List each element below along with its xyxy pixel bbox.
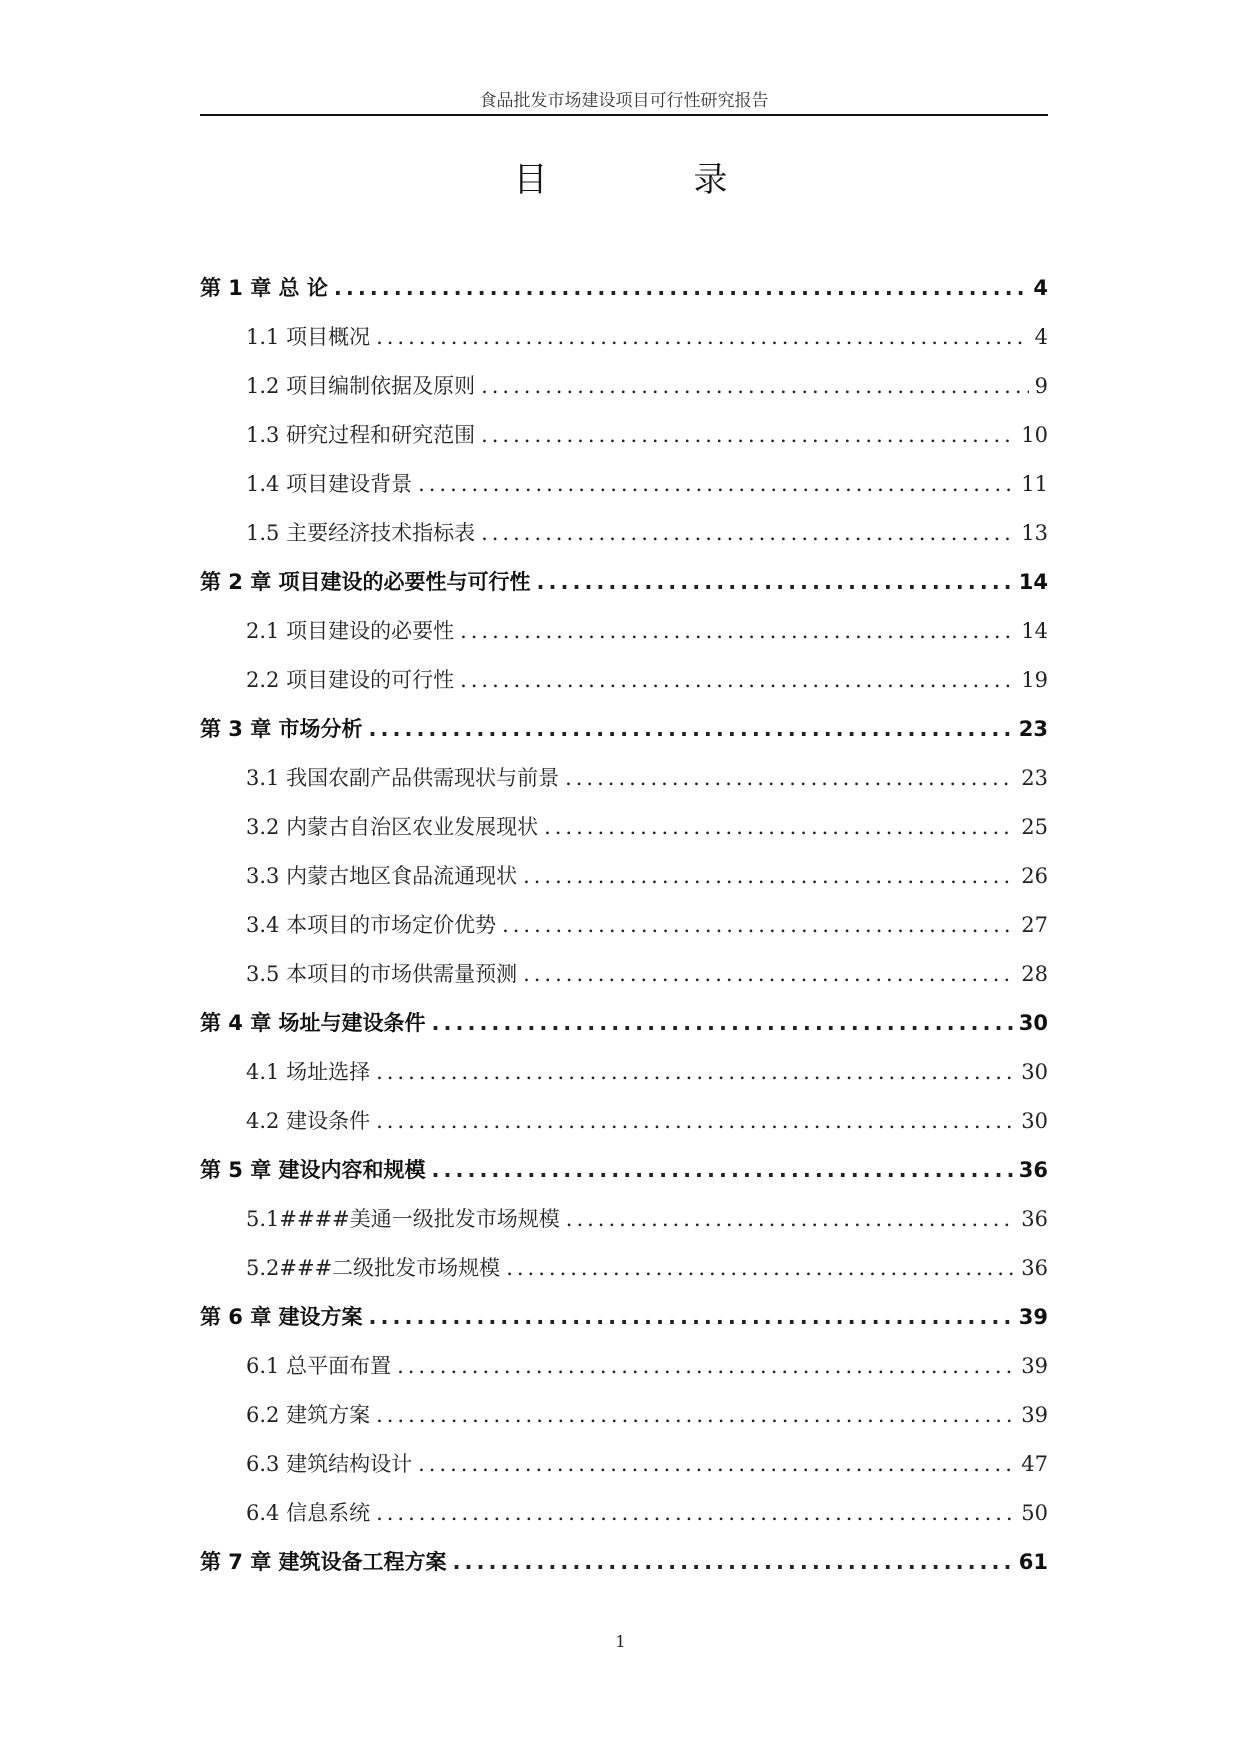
toc-chapter-entry[interactable]: [200, 999, 1048, 1048]
toc-dot-leader: [432, 999, 1013, 1048]
toc-dot-leader: [544, 803, 1015, 852]
toc-dot-leader: [481, 509, 1015, 558]
toc-dot-leader: [506, 1244, 1015, 1293]
toc-section-entry[interactable]: [200, 901, 1048, 950]
toc-entry-label: 4.1 场址选择: [246, 1060, 371, 1084]
toc-section-entry[interactable]: [200, 656, 1048, 705]
toc-entry-label: 5.1####美通一级批发市场规模: [246, 1207, 560, 1231]
table-of-contents: [200, 264, 1048, 1587]
toc-section-entry[interactable]: [200, 754, 1048, 803]
toc-entry-label: 第 5 章 建设内容和规模: [200, 1158, 426, 1182]
toc-entry-page-number: 10: [1021, 423, 1048, 447]
toc-entry-page-number: 9: [1034, 374, 1048, 398]
toc-entry-label: 1.2 项目编制依据及原则: [246, 374, 476, 398]
toc-dot-leader: [376, 1097, 1015, 1146]
toc-entry-label: 3.2 内蒙古自治区农业发展现状: [246, 815, 539, 839]
toc-entry-label: 6.1 总平面布置: [246, 1354, 392, 1378]
toc-section-entry[interactable]: [200, 1244, 1048, 1293]
toc-entry-label: 1.1 项目概况: [246, 325, 371, 349]
page-number: 1: [615, 1632, 626, 1651]
toc-chapter-entry[interactable]: [200, 1146, 1048, 1195]
toc-entry-page-number: 23: [1021, 766, 1048, 790]
toc-entry-label: 3.4 本项目的市场定价优势: [246, 913, 497, 937]
toc-entry-page-number: 39: [1021, 1354, 1048, 1378]
toc-chapter-entry[interactable]: [200, 1538, 1048, 1587]
toc-entry-page-number: 23: [1018, 717, 1048, 741]
toc-section-entry[interactable]: [200, 852, 1048, 901]
toc-dot-leader: [432, 1146, 1013, 1195]
toc-entry-page-number: 14: [1021, 619, 1048, 643]
toc-section-entry[interactable]: [200, 509, 1048, 558]
toc-entry-page-number: 61: [1018, 1550, 1048, 1574]
toc-section-entry[interactable]: [200, 1048, 1048, 1097]
toc-dot-leader: [418, 1440, 1015, 1489]
toc-section-entry[interactable]: [200, 1440, 1048, 1489]
toc-entry-page-number: 25: [1021, 815, 1048, 839]
running-header: 食品批发市场建设项目可行性研究报告: [479, 91, 769, 111]
toc-entry-label: 第 7 章 建筑设备工程方案: [200, 1550, 447, 1574]
toc-entry-page-number: 11: [1021, 472, 1048, 496]
toc-dot-leader: [397, 1342, 1015, 1391]
toc-entry-label: 6.3 建筑结构设计: [246, 1452, 413, 1476]
toc-entry-page-number: 39: [1021, 1403, 1048, 1427]
toc-dot-leader: [376, 1048, 1015, 1097]
toc-entry-page-number: 26: [1021, 864, 1048, 888]
toc-entry-page-number: 28: [1021, 962, 1048, 986]
toc-entry-page-number: 36: [1021, 1207, 1048, 1231]
toc-entry-label: 第 4 章 场址与建设条件: [200, 1011, 426, 1035]
toc-entry-label: 1.3 研究过程和研究范围: [246, 423, 476, 447]
toc-section-entry[interactable]: [200, 950, 1048, 999]
toc-dot-leader: [523, 950, 1015, 999]
toc-section-entry[interactable]: [200, 803, 1048, 852]
toc-entry-page-number: 39: [1018, 1305, 1048, 1329]
toc-entry-page-number: 30: [1021, 1109, 1048, 1133]
toc-entry-page-number: 30: [1021, 1060, 1048, 1084]
toc-section-entry[interactable]: [200, 1489, 1048, 1538]
toc-entry-page-number: 19: [1021, 668, 1048, 692]
toc-entry-label: 5.2###二级批发市场规模: [246, 1256, 501, 1280]
toc-chapter-entry[interactable]: [200, 558, 1048, 607]
toc-section-entry[interactable]: [200, 1195, 1048, 1244]
toc-dot-leader: [523, 852, 1015, 901]
toc-section-entry[interactable]: [200, 313, 1048, 362]
toc-entry-label: 3.3 内蒙古地区食品流通现状: [246, 864, 518, 888]
toc-entry-label: 3.5 本项目的市场供需量预测: [246, 962, 518, 986]
toc-dot-leader: [369, 705, 1013, 754]
toc-entry-label: 2.2 项目建设的可行性: [246, 668, 455, 692]
toc-entry-page-number: 4: [1033, 276, 1048, 300]
toc-entry-label: 6.4 信息系统: [246, 1501, 371, 1525]
toc-entry-page-number: 27: [1021, 913, 1048, 937]
toc-section-entry[interactable]: [200, 1342, 1048, 1391]
toc-dot-leader: [376, 313, 1029, 362]
toc-entry-page-number: 13: [1021, 521, 1048, 545]
toc-dot-leader: [481, 411, 1015, 460]
toc-entry-label: 第 3 章 市场分析: [200, 717, 363, 741]
toc-entry-label: 2.1 项目建设的必要性: [246, 619, 455, 643]
toc-entry-page-number: 30: [1018, 1011, 1048, 1035]
toc-dot-leader: [460, 607, 1015, 656]
toc-entry-page-number: 36: [1021, 1256, 1048, 1280]
toc-dot-leader: [369, 1293, 1013, 1342]
toc-section-entry[interactable]: [200, 362, 1048, 411]
toc-dot-leader: [565, 754, 1015, 803]
header-rule: [200, 114, 1048, 116]
toc-entry-page-number: 4: [1034, 325, 1048, 349]
toc-chapter-entry[interactable]: [200, 1293, 1048, 1342]
toc-dot-leader: [566, 1195, 1015, 1244]
toc-entry-page-number: 36: [1018, 1158, 1048, 1182]
toc-section-entry[interactable]: [200, 1391, 1048, 1440]
toc-entry-label: 第 2 章 项目建设的必要性与可行性: [200, 570, 531, 594]
toc-dot-leader: [537, 558, 1013, 607]
toc-entry-page-number: 50: [1021, 1501, 1048, 1525]
toc-section-entry[interactable]: [200, 1097, 1048, 1146]
page-title: 目 录: [513, 160, 784, 200]
toc-entry-label: 6.2 建筑方案: [246, 1403, 371, 1427]
toc-dot-leader: [453, 1538, 1013, 1587]
toc-entry-label: 3.1 我国农副产品供需现状与前景: [246, 766, 560, 790]
toc-chapter-entry[interactable]: [200, 264, 1048, 313]
toc-entry-label: 第 1 章 总 论: [200, 276, 328, 300]
toc-entry-label: 第 6 章 建设方案: [200, 1305, 363, 1329]
toc-chapter-entry[interactable]: [200, 705, 1048, 754]
toc-dot-leader: [418, 460, 1015, 509]
toc-entry-label: 4.2 建设条件: [246, 1109, 371, 1133]
toc-dot-leader: [481, 362, 1029, 411]
toc-dot-leader: [376, 1489, 1015, 1538]
toc-dot-leader: [376, 1391, 1015, 1440]
toc-dot-leader: [460, 656, 1015, 705]
toc-entry-label: 1.5 主要经济技术指标表: [246, 521, 476, 545]
toc-section-entry[interactable]: [200, 607, 1048, 656]
toc-entry-page-number: 14: [1018, 570, 1048, 594]
toc-section-entry[interactable]: [200, 411, 1048, 460]
toc-section-entry[interactable]: [200, 460, 1048, 509]
toc-entry-label: 1.4 项目建设背景: [246, 472, 413, 496]
toc-dot-leader: [334, 264, 1028, 313]
toc-entry-page-number: 47: [1021, 1452, 1048, 1476]
toc-dot-leader: [502, 901, 1015, 950]
